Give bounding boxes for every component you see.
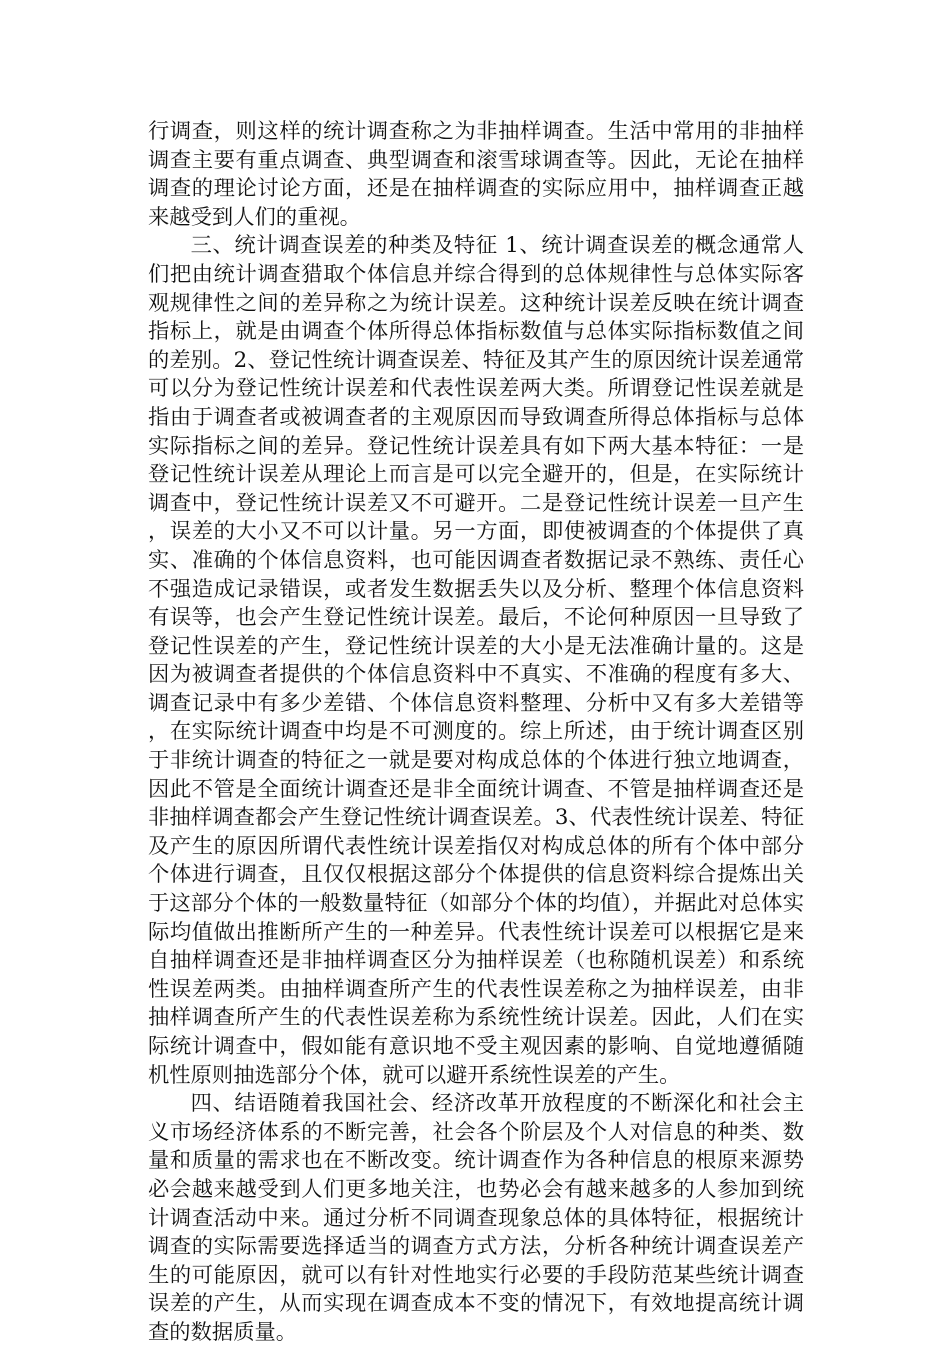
paragraph-section-four-conclusion: 四、结语随着我国社会、经济改革开放程度的不断深化和社会主义市场经济体系的不断完善，社会各个阶层及个人对信息的种类、数量和质量的需求也在不断改变。统计调查作为各种信息的根原来源势必会越来越受到人们更多地关注，也势必会有越来越多的人参加到统计调查活动中来。通过分析不同调查现象总体的具体特征，根据统计调查的实际需要选择适当的调查方式方法，分析各种统计调查误差产生的可能原因，就可以有针对性地实行必要的手段防范某些统计调查误差的产生，从而实现在调查成本不变的情况下，有效地提高统计调查的数据质量。 xyxy=(148,1091,804,1345)
document-page xyxy=(148,118,804,1348)
paragraph-intro-continuation: 行调查，则这样的统计调查称之为非抽样调查。生活中常用的非抽样调查主要有重点调查、典型调查和滚雪球调查等。因此，无论在抽样调查的理论讨论方面，还是在抽样调查的实际应用中，抽样调查正越来越受到人们的重视。 xyxy=(148,119,804,230)
paragraph-section-three: 三、统计调查误差的种类及特征 1、统计调查误差的概念通常人们把由统计调查猎取个体信息并综合得到的总体规律性与总体实际客观规律性之间的差异称之为统计误差。这种统计误差反映在统计调查指标上，就是由调查个体所得总体指标数值与总体实际指标数值之间的差别。2、登记性统计调查误差、特征及其产生的原因统计误差通常可以分为登记性统计误差和代表性误差两大类。所谓登记性误差就是指由于调查者或被调查者的主观原因而导致调查所得总体指标与总体实际指标之间的差异。登记性统计误差具有如下两大基本特征：一是登记性统计误差从理论上而言是可以完全避开的，但是，在实际统计调查中，登记性统计误差又不可避开。二是登记性统计误差一旦产生，误差的大小又不可以计量。另一方面，即使被调查的个体提供了真实、准确的个体信息资料，也可能因调查者数据记录不熟练、责任心不强造成记录错误，或者发生数据丢失以及分析、整理个体信息资料有误等，也会产生登记性统计误差。最后，不论何种原因一旦导致了登记性误差的产生，登记性统计误差的大小是无法准确计量的。这是因为被调查者提供的个体信息资料中不真实、不准确的程度有多大、调查记录中有多少差错、个体信息资料整理、分析中又有多大差错等，在实际统计调查中均是不可测度的。综上所述，由于统计调查区别于非统计调查的特征之一就是要对构成总体的个体进行独立地调查，因此不管是全面统计调查还是非全面统计调查、不管是抽样调查还是非抽样调查都会产生登记性统计调查误差。3、代表性统计误差、特征及产生的原因所谓代表性统计误差指仅对构成总体的所有个体中部分个体进行调查，且仅仅根据这部分个体提供的信息资料综合提炼出关于这部分个体的一般数量特征（如部分个体的均值），并据此对总体实际均值做出推断所产生的一种差异。代表性统计误差可以根据它是来自抽样调查还是非抽样调查区分为抽样误差（也称随机误差）和系统性误差两类。由抽样调查所产生的代表性误差称之为抽样误差，由非抽样调查所产生的代表性误差称为系统性统计误差。因此，人们在实际统计调查中，假如能有意识地不受主观因素的影响、自觉地遵循随机性原则抽选部分个体，就可以避开系统性误差的产生。 xyxy=(148,233,804,1088)
